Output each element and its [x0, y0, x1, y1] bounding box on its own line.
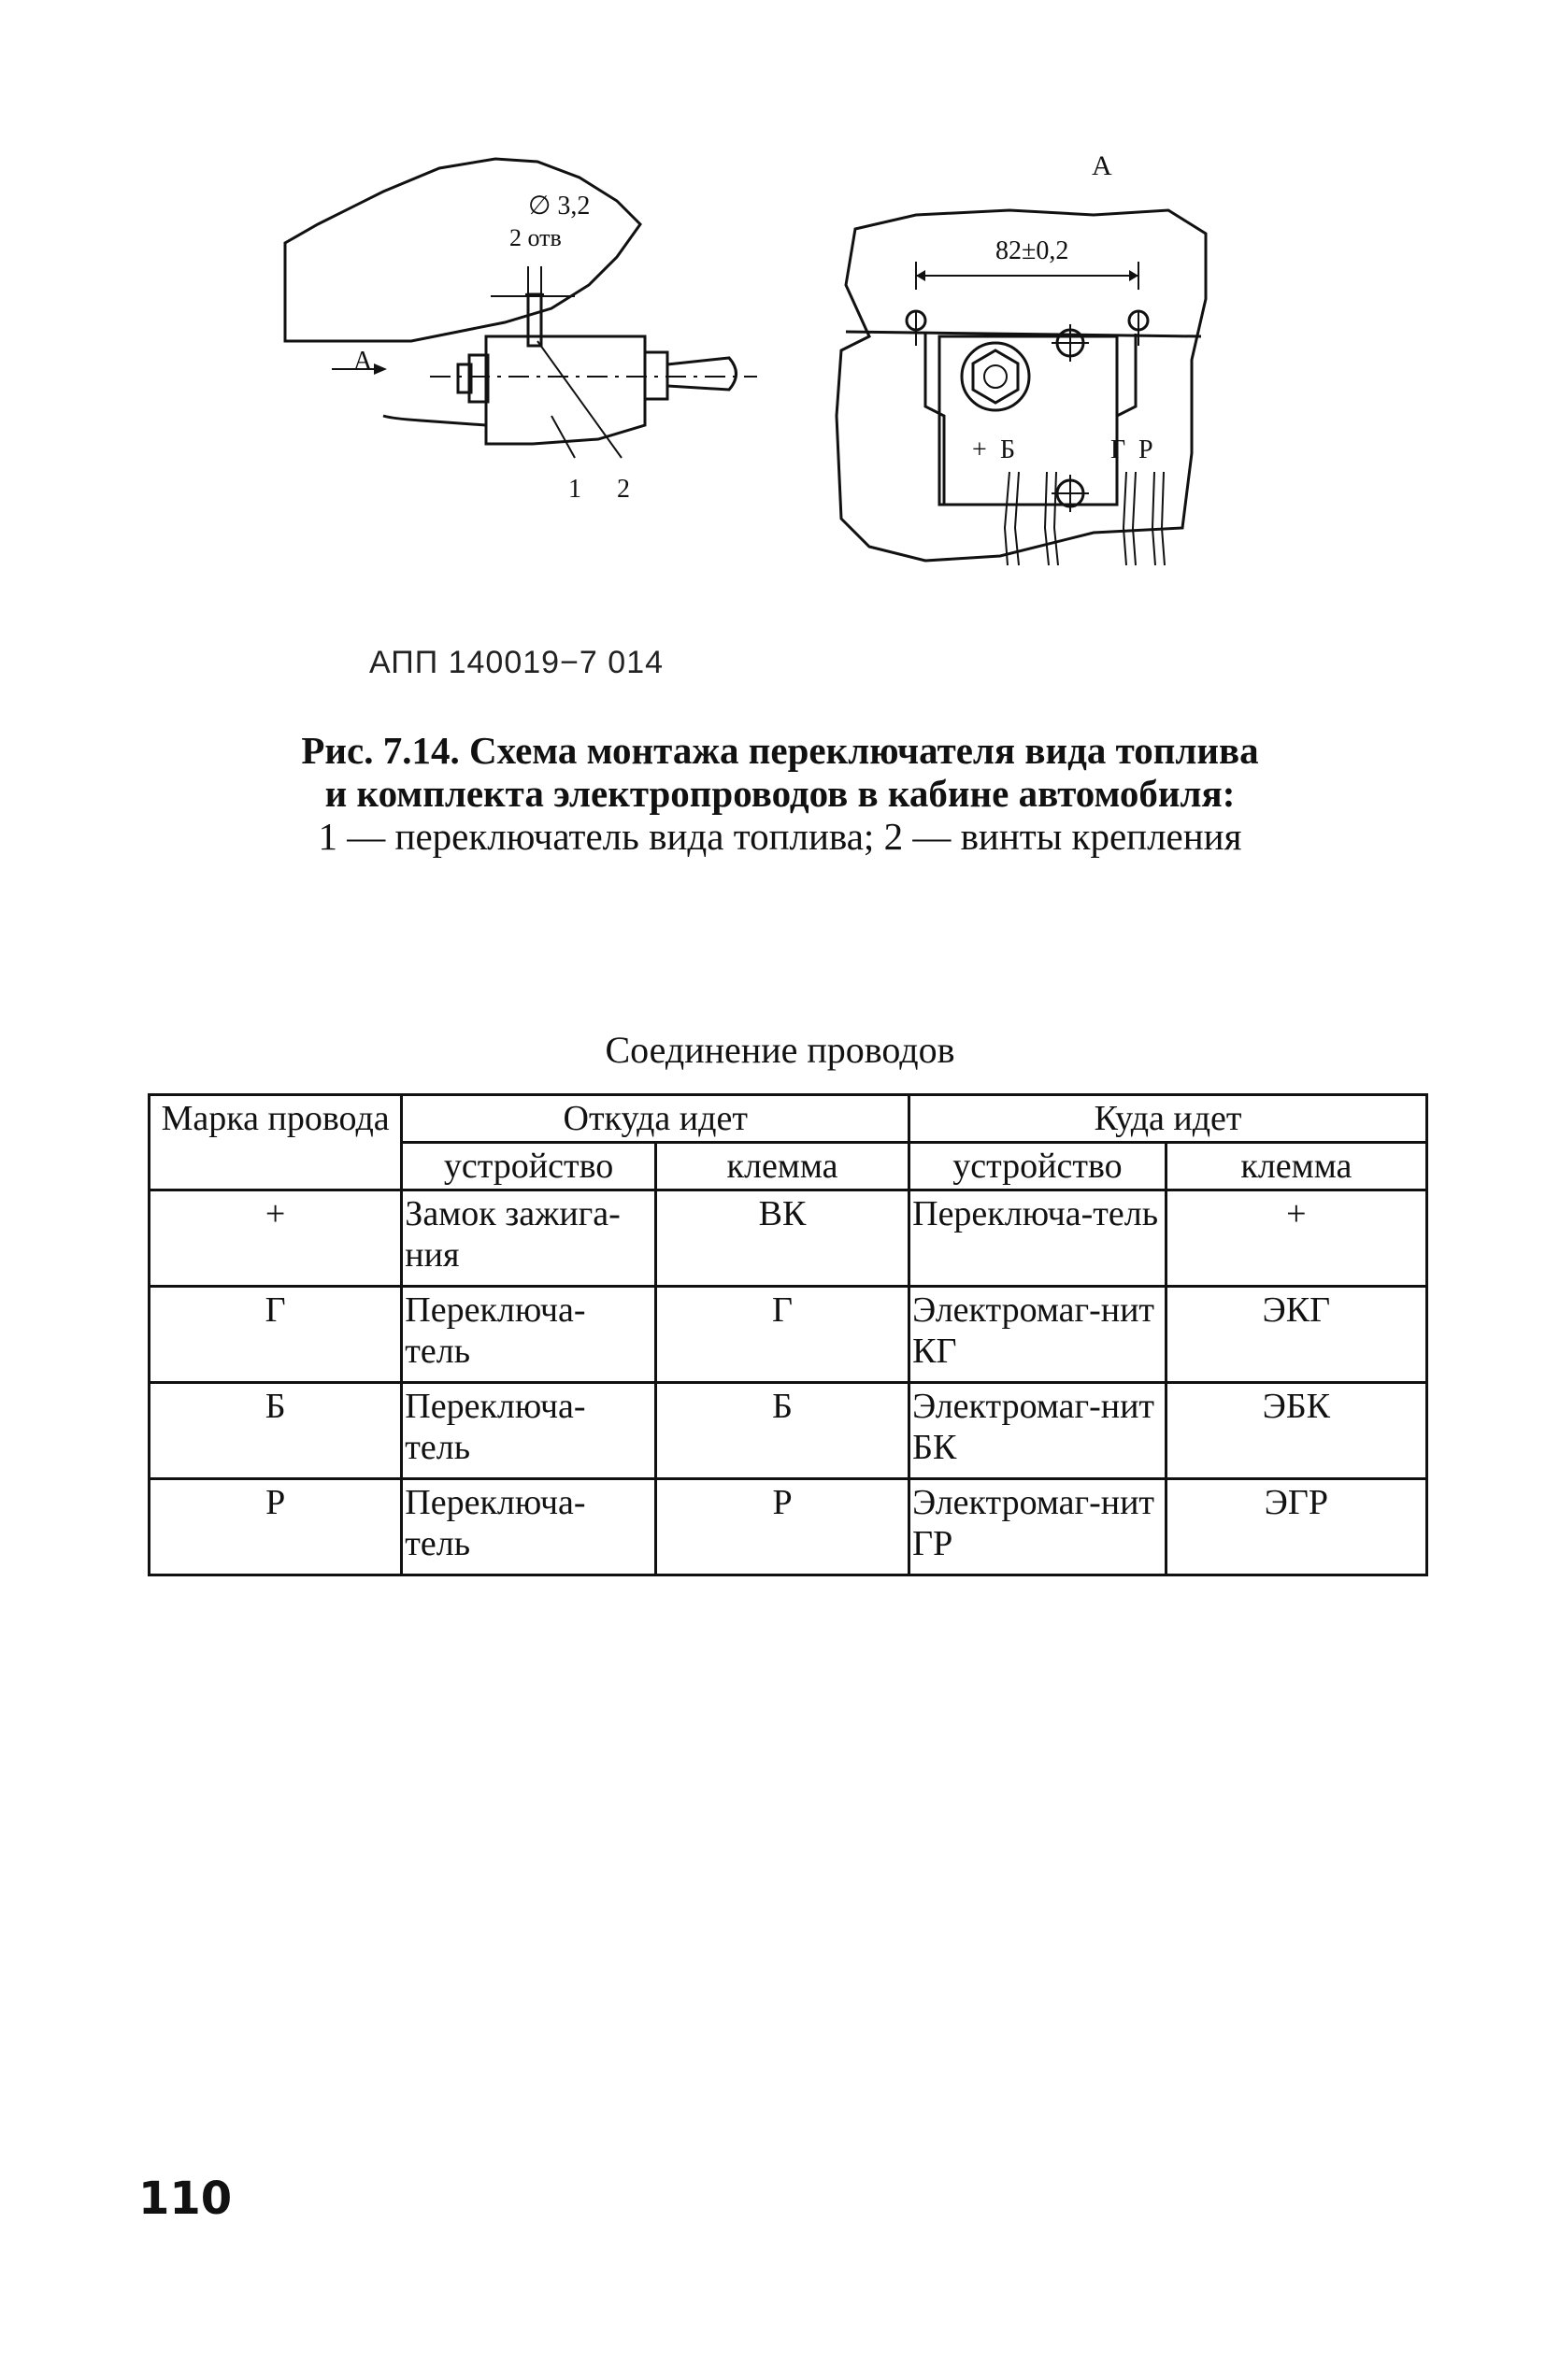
switch-bracket: [925, 332, 1136, 505]
page-number: 110: [138, 2173, 233, 2225]
wire-b: [1045, 472, 1049, 565]
wire-left: [383, 416, 486, 425]
cell-to-device: Электромаг-нит КГ: [909, 1287, 1166, 1383]
wire-connection-table: [148, 1093, 1428, 1576]
terminal-b-label: Б: [1000, 435, 1016, 464]
mounting-screw: [528, 294, 541, 346]
switch-body: [486, 336, 645, 444]
arrow-a-label: А: [353, 347, 373, 376]
cell-to-device: Электромаг-нит БК: [909, 1383, 1166, 1479]
terminal-plus-label: +: [972, 435, 987, 464]
wire-r: [1152, 472, 1155, 565]
cell-mark: Б: [150, 1383, 402, 1479]
mounting-diagram: [271, 135, 1355, 621]
switch-nut-hex: [973, 350, 1018, 403]
table-header-row-1: [150, 1095, 1427, 1143]
panel-outline-left: [285, 159, 640, 341]
cell-from-terminal: Г: [655, 1287, 909, 1383]
cell-mark: Р: [150, 1479, 402, 1575]
cell-to-terminal: ЭБК: [1166, 1383, 1426, 1479]
terminal-g-label: Г: [1110, 435, 1126, 464]
cell-from-device: Переключа-тель: [402, 1383, 656, 1479]
table-row: [150, 1190, 1427, 1287]
side-view: [285, 159, 757, 504]
caption-line-3: 1 — переключатель вида топлива; 2 — винты крепления: [318, 815, 1242, 858]
terminal-r-label: Р: [1138, 435, 1153, 464]
callout-1: 1: [568, 475, 581, 504]
figure-caption: [0, 729, 1560, 858]
cell-from-device: Переключа-тель: [402, 1287, 656, 1383]
header-from-terminal: клемма: [655, 1143, 909, 1190]
holes-label: 2 отв: [509, 224, 562, 251]
header-mark: Марка провода: [150, 1095, 402, 1190]
header-to-terminal: клемма: [1166, 1143, 1426, 1190]
table-row: [150, 1479, 1427, 1575]
dimension-label: 82±0,2: [995, 236, 1069, 265]
cell-to-terminal: ЭГР: [1166, 1479, 1426, 1575]
cell-to-device: Электромаг-нит ГР: [909, 1479, 1166, 1575]
cell-from-terminal: Р: [655, 1479, 909, 1575]
cell-to-device: Переключа-тель: [909, 1190, 1166, 1287]
diameter-label: ∅ 3,2: [528, 192, 591, 221]
cell-to-terminal: +: [1166, 1190, 1426, 1287]
header-from: Откуда идет: [402, 1095, 909, 1143]
switch-lever: [667, 358, 737, 390]
table-title: Соединение проводов: [605, 1029, 955, 1071]
cell-to-terminal: ЭКГ: [1166, 1287, 1426, 1383]
figure-code: АПП 140019−7 014: [369, 645, 665, 680]
wire-g: [1123, 472, 1126, 565]
cell-from-terminal: ВК: [655, 1190, 909, 1287]
view-a-label: А: [1092, 150, 1112, 181]
leader-1: [551, 416, 575, 458]
cell-from-device: Замок зажига-ния: [402, 1190, 656, 1287]
header-to: Куда идет: [909, 1095, 1427, 1143]
table-row: [150, 1287, 1427, 1383]
cell-from-terminal: Б: [655, 1383, 909, 1479]
table-row: [150, 1383, 1427, 1479]
caption-line-2: и комплекта электропроводов в кабине автомобиля:: [324, 772, 1236, 815]
header-from-device: устройство: [402, 1143, 656, 1190]
header-to-device: устройство: [909, 1143, 1166, 1190]
cell-mark: Г: [150, 1287, 402, 1383]
view-a: [837, 150, 1206, 565]
wire-plus: [1005, 472, 1009, 565]
cell-mark: +: [150, 1190, 402, 1287]
cell-from-device: Переключа-тель: [402, 1479, 656, 1575]
callout-2: 2: [617, 475, 630, 504]
caption-line-1: Рис. 7.14. Схема монтажа переключателя вида топлива: [301, 729, 1259, 772]
